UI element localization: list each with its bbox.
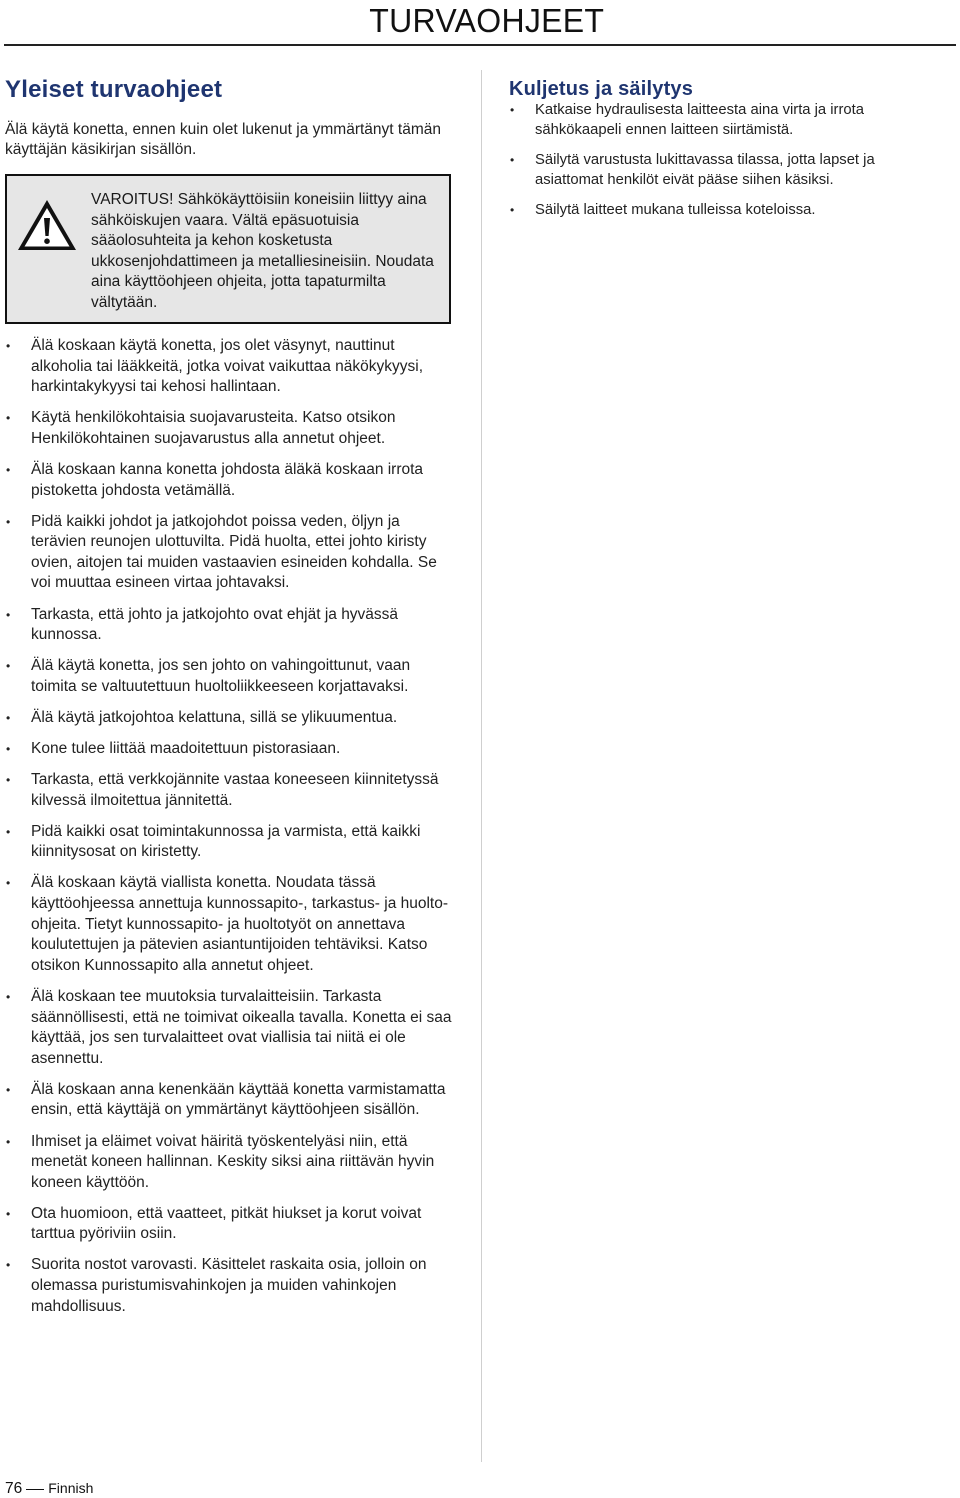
column-divider bbox=[481, 70, 482, 1462]
footer-language: Finnish bbox=[48, 1480, 94, 1496]
warning-box bbox=[5, 174, 451, 324]
page-number: 76 bbox=[5, 1480, 23, 1497]
list-item: • Tarkasta, että johto ja jatkojohto ovat ehjät ja hyvässä kunnossa. bbox=[5, 605, 455, 646]
section-title-transport-storage: Kuljetus ja säilytys bbox=[509, 78, 694, 100]
list-item: • Säilytä laitteet mukana tulleissa koteloissa. bbox=[509, 201, 929, 221]
header-rule bbox=[4, 44, 956, 46]
list-item: • Pidä kaikki johdot ja jatkojohdot poissa veden, öljyn ja terävien reunojen ulottuvilta. Pidä huolta, ettei johto kiristy ovien, aitojen tai muiden vastaavien esineiden kohdalla. Se voi muuttaa esineen virtaa johtavaksi. bbox=[5, 512, 455, 594]
list-item: • Ihmiset ja eläimet voivat häiritä työskentelyäsi niin, että menetät koneen hallinnan. Keskity siksi aina riittävän hyvin koneen käyttöön. bbox=[5, 1132, 455, 1194]
general-safety-list bbox=[5, 336, 455, 1328]
list-item: • Kone tulee liittää maadoitettuun pistorasiaan. bbox=[5, 739, 455, 760]
list-item: • Pidä kaikki osat toimintakunnossa ja varmista, että kaikki kiinnitysosat on kiristetty. bbox=[5, 822, 455, 863]
list-item: • Säilytä varustusta lukittavassa tilassa, jotta lapset ja asiattomat henkilöt eivät pääse siihen käsiksi. bbox=[509, 151, 929, 190]
footer-dash bbox=[26, 1489, 44, 1490]
list-item: • Ota huomioon, että vaatteet, pitkät hiukset ja korut voivat tarttua pyöriviin osiin. bbox=[5, 1204, 455, 1245]
list-item: • Älä koskaan kanna konetta johdosta äläkä koskaan irrota pistoketta johdosta vetämällä. bbox=[5, 460, 455, 501]
list-item: • Älä koskaan käytä konetta, jos olet väsynyt, nauttinut alkoholia tai lääkkeitä, jotka voivat vaikuttaa näkökykyysi, harkintakykyysi tai kehosi hallintaan. bbox=[5, 336, 455, 398]
list-item: • Käytä henkilökohtaisia suojavarusteita. Katso otsikon Henkilökohtainen suojavarustus alla annetut ohjeet. bbox=[5, 408, 455, 449]
page-footer bbox=[5, 1480, 93, 1498]
warning-triangle-icon bbox=[16, 198, 78, 252]
list-item: • Älä käytä jatkojohtoa kelattuna, sillä se ylikuumentua. bbox=[5, 708, 455, 729]
transport-storage-list bbox=[509, 101, 929, 221]
list-item: • Katkaise hydraulisesta laitteesta aina virta ja irrota sähkökaapeli ennen laitteen siirtämistä. bbox=[509, 101, 929, 140]
warning-text: VAROITUS! Sähkökäyttöisiin koneisiin liittyy aina sähköiskujen vaara. Vältä epäsuotuisia sääolosuhteita ja kehon kosketusta ukkosenjohdattimeen ja metalliesineisiin. Noudata aina käyttöohjeen ohjeita, jotta tapaturmilta vältytään. bbox=[91, 191, 434, 311]
list-item: • Suorita nostot varovasti. Käsittelet raskaita osia, jolloin on olemassa puristumisvahinkojen ja muiden vahinkojen mahdollisuus. bbox=[5, 1255, 455, 1317]
intro-text: Älä käytä konetta, ennen kuin olet lukenut ja ymmärtänyt tämän käyttäjän käsikirjan sisällön. bbox=[5, 121, 441, 158]
page-header-title: TURVAOHJEET bbox=[368, 2, 604, 39]
list-item: • Älä koskaan anna kenenkään käyttää konetta varmistamatta ensin, että käyttäjä on ymmärtänyt käyttöohjeen sisällön. bbox=[5, 1080, 455, 1121]
list-item: • Älä koskaan tee muutoksia turvalaitteisiin. Tarkasta säännöllisesti, että ne toimivat oikealla tavalla. Konetta ei saa käyttää, jos sen turvalaitteet ovat viallisia tai niitä ei ole asennettu. bbox=[5, 987, 455, 1069]
list-item: • Tarkasta, että verkkojännite vastaa koneeseen kiinnitetyssä kilvessä ilmoitettua jännitettä. bbox=[5, 770, 455, 811]
list-item: • Älä käytä konetta, jos sen johto on vahingoittunut, vaan toimita se valtuutettuun huoltoliikkeeseen korjattavaksi. bbox=[5, 656, 455, 697]
list-item: • Älä koskaan käytä viallista konetta. Noudata tässä käyttöohjeessa annettuja kunnossapito-, tarkastus- ja huolto-ohjeita. Tietyt kunnossapito- ja huoltotyöt on annettava koulutettujen ja pätevien asiantuntijoiden tehtäviksi. Katso otsikon Kunnossapito alla annetut ohjeet. bbox=[5, 873, 455, 976]
section-title-general-safety: Yleiset turvaohjeet bbox=[5, 76, 223, 103]
right-column bbox=[509, 70, 929, 232]
left-column bbox=[5, 70, 455, 1315]
